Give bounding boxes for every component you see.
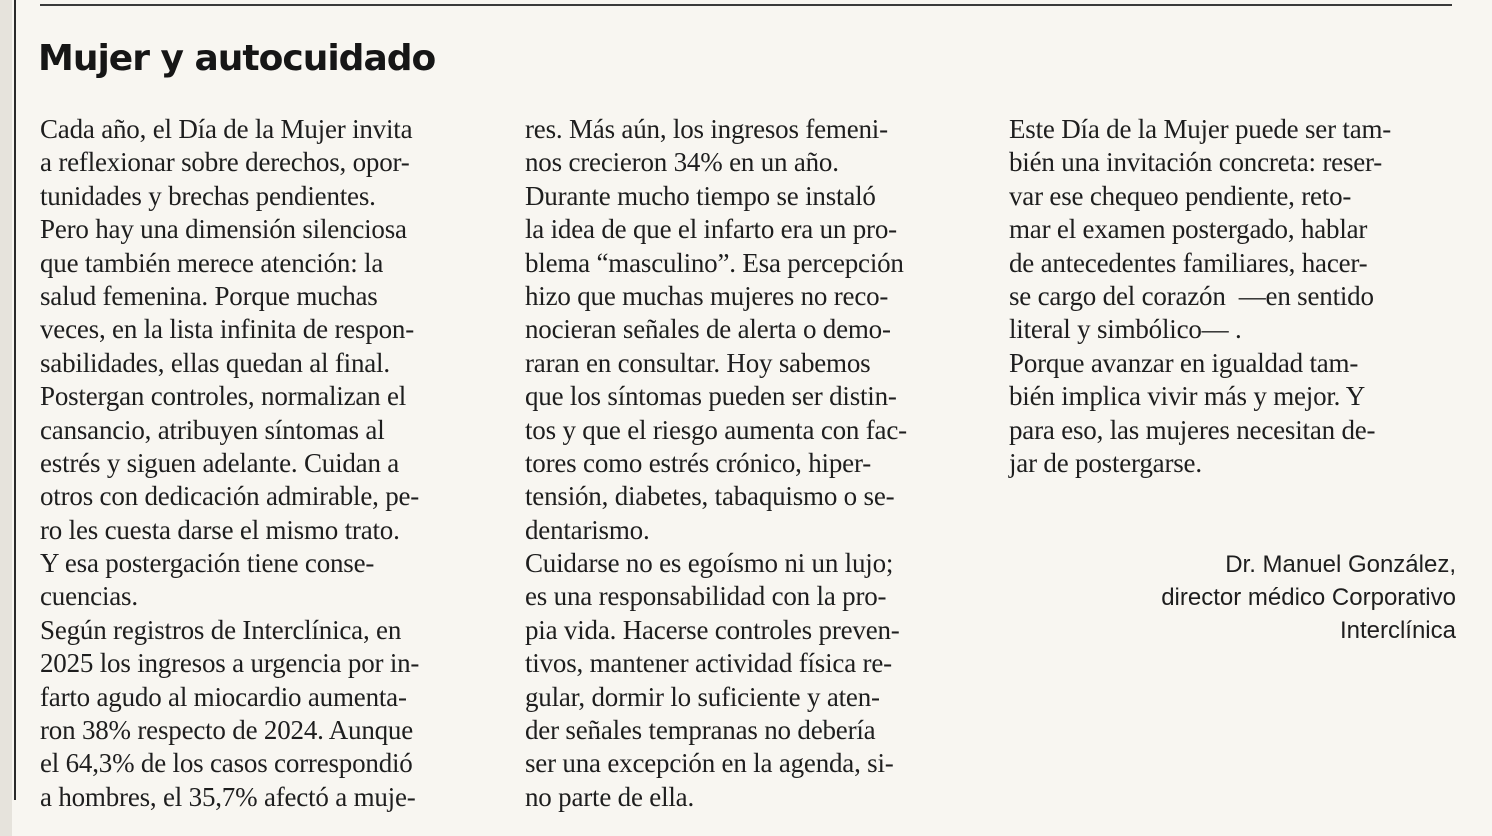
text-line: estrés y siguen adelante. Cuidan a <box>40 447 400 478</box>
text-line: 2025 los ingresos a urgencia por in- <box>40 648 420 679</box>
text-line: farto agudo al miocardio aumenta- <box>40 681 407 712</box>
text-line: de antecedentes familiares, hacer- <box>1009 247 1368 278</box>
article-title: Mujer y autocuidado <box>38 38 436 79</box>
text-line: hizo que muchas mujeres no reco- <box>525 280 889 311</box>
text-line: a reflexionar sobre derechos, opor- <box>40 147 410 178</box>
text-line: sabilidades, ellas quedan al final. <box>40 347 390 378</box>
text-line: Porque avanzar en igualdad tam- <box>1009 347 1359 378</box>
text-line: ser una excepción en la agenda, si- <box>525 748 894 779</box>
text-line: raran en consultar. Hoy sabemos <box>525 347 871 378</box>
text-line: Durante mucho tiempo se instaló <box>525 180 876 211</box>
text-line: Y esa postergación tiene conse- <box>40 548 375 579</box>
author-name: Dr. Manuel González, <box>1225 551 1456 578</box>
text-line: gular, dormir lo suficiente y aten- <box>525 681 880 712</box>
text-line: nos crecieron 34% en un año. <box>525 147 839 178</box>
text-line: pia vida. Hacerse controles preven- <box>525 614 900 645</box>
text-line: para eso, las mujeres necesitan de- <box>1009 414 1376 445</box>
text-line: tunidades y brechas pendientes. <box>40 180 376 211</box>
text-line: otros con dedicación admirable, pe- <box>40 481 420 512</box>
text-line: tores como estrés crónico, hiper- <box>525 447 871 478</box>
text-line: bién una invitación concreta: reser- <box>1009 147 1383 178</box>
text-line: tivos, mantener actividad física re- <box>525 648 892 679</box>
text-line: mar el examen postergado, hablar <box>1009 214 1368 245</box>
text-line: veces, en la lista infinita de respon- <box>40 314 415 345</box>
column-divider-rule <box>14 0 16 800</box>
article-column-1 <box>40 113 492 814</box>
text-line: ron 38% respecto de 2024. Aunque <box>40 715 414 746</box>
text-line: nocieran señales de alerta o demo- <box>525 314 891 345</box>
text-line: es una responsabilidad con la pro- <box>525 581 887 612</box>
text-line: tos y que el riesgo aumenta con fac- <box>525 414 907 445</box>
text-line: ro les cuesta darse el mismo trato. <box>40 514 400 545</box>
author-signature <box>1161 548 1456 647</box>
text-line: a hombres, el 35,7% afectó a muje- <box>40 781 416 812</box>
text-line: que los síntomas pueden ser distin- <box>525 381 897 412</box>
article-column-3 <box>1009 113 1461 480</box>
text-line: se cargo del corazón —en sentido <box>1009 280 1374 311</box>
text-line: Según registros de Interclínica, en <box>40 614 402 645</box>
author-role-line: director médico Corporativo <box>1161 584 1456 611</box>
author-role-line: Interclínica <box>1339 617 1456 644</box>
text-line: tensión, diabetes, tabaquismo o se- <box>525 481 895 512</box>
text-line: var ese chequeo pendiente, reto- <box>1009 180 1352 211</box>
page-left-edge <box>0 0 12 836</box>
text-line: blema “masculino”. Esa percepción <box>525 247 904 278</box>
text-line: que también merece atención: la <box>40 247 384 278</box>
text-line: Postergan controles, normalizan el <box>40 381 407 412</box>
text-line: salud femenina. Porque muchas <box>40 280 378 311</box>
text-line: Este Día de la Mujer puede ser tam- <box>1009 114 1392 144</box>
text-line: cansancio, atribuyen síntomas al <box>40 414 385 445</box>
text-line: literal y simbólico— . <box>1009 314 1242 345</box>
top-rule <box>40 4 1452 6</box>
text-line: jar de postergarse. <box>1009 447 1202 478</box>
text-line: cuencias. <box>40 581 138 612</box>
text-line: Cada año, el Día de la Mujer invita <box>40 114 413 144</box>
text-line: Pero hay una dimensión silenciosa <box>40 214 407 245</box>
text-line: der señales tempranas no debería <box>525 715 876 746</box>
text-line: la idea de que el infarto era un pro- <box>525 214 897 245</box>
text-line: Cuidarse no es egoísmo ni un lujo; <box>525 548 894 579</box>
text-line: no parte de ella. <box>525 781 695 812</box>
text-line: res. Más aún, los ingresos femeni- <box>525 114 888 144</box>
article-column-2 <box>525 113 977 814</box>
text-line: dentarismo. <box>525 514 650 545</box>
text-line: el 64,3% de los casos correspondió <box>40 748 413 779</box>
text-line: bién implica vivir más y mejor. Y <box>1009 381 1366 412</box>
